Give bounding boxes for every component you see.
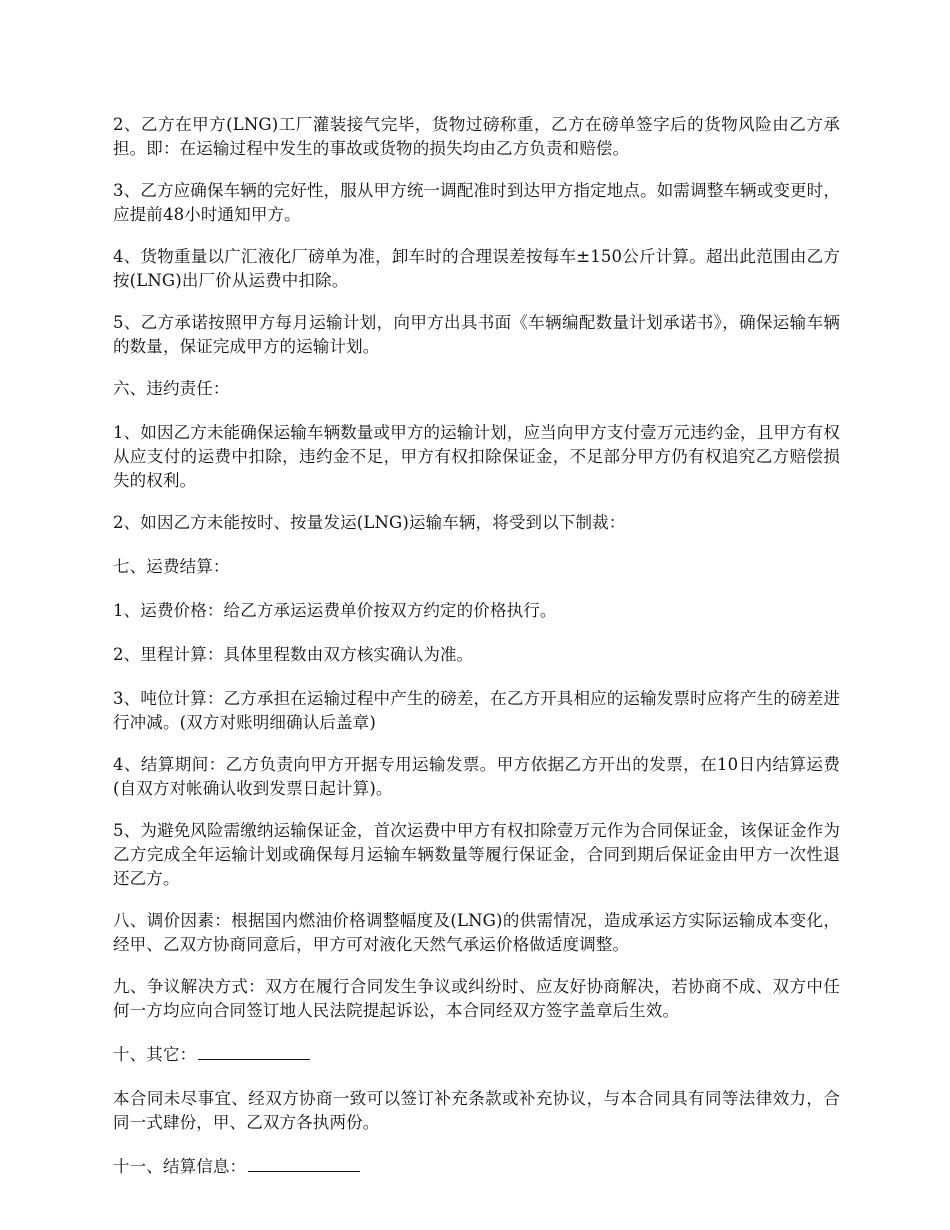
document-body <box>113 113 840 1199</box>
section-11-blank-line <box>248 1153 360 1172</box>
clause-2-paragraph: 2、乙方在甲方(LNG)工厂灌装接气完毕，货物过磅称重，乙方在磅单签字后的货物风险由乙方承担。即：在运输过程中发生的事故或货物的损失均由乙方负责和赔偿。 <box>113 115 840 158</box>
breach-clause-2-paragraph: 2、如因乙方未能按时、按量发运(LNG)运输车辆，将受到以下制裁： <box>113 513 626 532</box>
section-11-line <box>113 1153 840 1179</box>
section-11-heading: 十一、结算信息： <box>113 1157 247 1176</box>
clause-4-paragraph: 4、货物重量以广汇液化厂磅单为准，卸车时的合理误差按每车±150公斤计算。超出此范围由乙方按(LNG)出厂价从运费中扣除。 <box>113 247 840 290</box>
settlement-clause-5-paragraph: 5、为避免风险需缴纳运输保证金，首次运费中甲方有权扣除壹万元作为合同保证金，该保证金作为乙方完成全年运输计划或确保每月运输车辆数量等履行保证金，合同到期后保证金由甲方一次性退还乙方。 <box>113 821 840 888</box>
settlement-clause-4-paragraph: 4、结算期间：乙方负责向甲方开据专用运输发票。甲方依据乙方开出的发票，在10日内结算运费(自双方对帐确认收到发票日起计算)。 <box>113 755 840 798</box>
clause-3-paragraph: 3、乙方应确保车辆的完好性，服从甲方统一调配准时到达甲方指定地点。如需调整车辆或变更时，应提前48小时通知甲方。 <box>113 181 840 224</box>
section-10-blank-line <box>198 1041 310 1060</box>
settlement-clause-3-paragraph: 3、吨位计算：乙方承担在运输过程中产生的磅差，在乙方开具相应的运输发票时应将产生的磅差进行冲减。(双方对账明细确认后盖章) <box>113 689 840 732</box>
clause-5-paragraph: 5、乙方承诺按照甲方每月运输计划，向甲方出具书面《车辆编配数量计划承诺书》，确保运输车辆的数量，保证完成甲方的运输计划。 <box>113 313 840 356</box>
settlement-clause-2-paragraph: 2、里程计算：具体里程数由双方核实确认为准。 <box>113 645 474 664</box>
breach-clause-1-paragraph: 1、如因乙方未能确保运输车辆数量或甲方的运输计划，应当向甲方支付壹万元违约金，且甲方有权从应支付的运费中扣除，违约金不足，甲方有权扣除保证金，不足部分甲方仍有权追究乙方赔偿损失的权利。 <box>113 423 840 490</box>
section-10-heading: 十、其它： <box>113 1045 197 1064</box>
section-9-paragraph: 九、争议解决方式：双方在履行合同发生争议或纠纷时、应友好协商解决，若协商不成、双方中任何一方均应向合同签订地人民法院提起诉讼，本合同经双方签字盖章后生效。 <box>113 977 840 1020</box>
section-6-heading: 六、违约责任： <box>113 379 230 398</box>
closing-paragraph: 本合同未尽事宜、经双方协商一致可以签订补充条款或补充协议，与本合同具有同等法律效力，合同一式肆份，甲、乙双方各执两份。 <box>113 1089 840 1132</box>
section-7-heading: 七、运费结算： <box>113 557 230 576</box>
section-10-line <box>113 1041 840 1067</box>
section-8-paragraph: 八、调价因素：根据国内燃油价格调整幅度及(LNG)的供需情况，造成承运方实际运输成本变化，经甲、乙双方协商同意后，甲方可对液化天然气承运价格做适度调整。 <box>113 911 840 954</box>
settlement-clause-1-paragraph: 1、运费价格：给乙方承运运费单价按双方约定的价格执行。 <box>113 601 557 620</box>
